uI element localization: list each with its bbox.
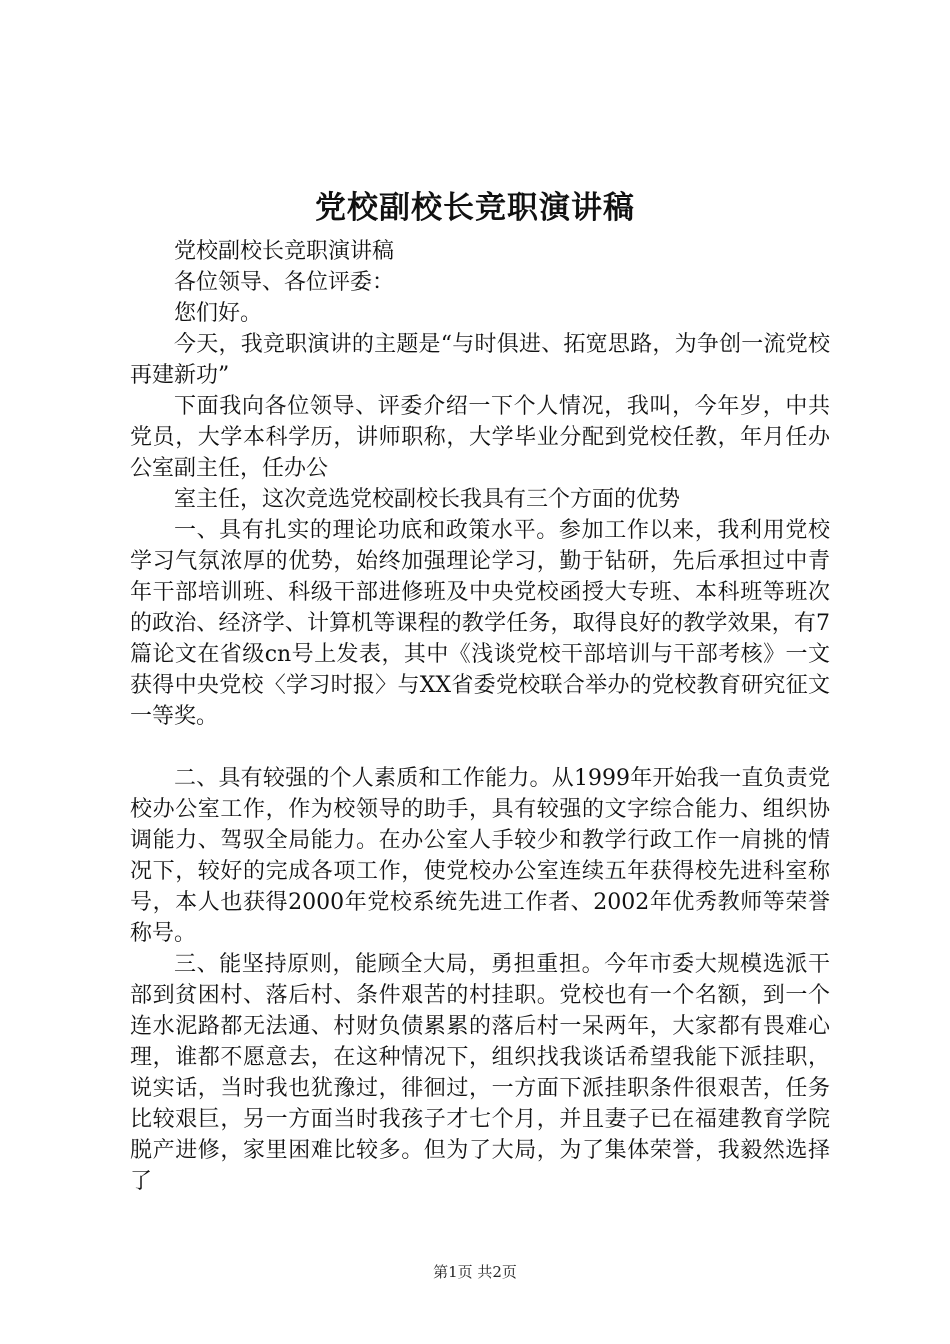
paragraph-theme: 今天，我竞职演讲的主题是“与时俱进、拓宽思路，为争创一流党校再建新功” [130,332,830,388]
paragraph-introduction: 下面我向各位领导、评委介绍一下个人情况，我叫，今年岁，中共党员，大学本科学历，讲师职称，大学毕业分配到党校任教，年月任办公室副主任，任办公 [130,394,830,481]
paragraph-advantage-one: 一、具有扎实的理论功底和政策水平。参加工作以来，我利用党校学习气氛浓厚的优势，始终加强理论学习，勤于钻研，先后承担过中青年干部培训班、科级干部进修班及中央党校函授大专班、本科班等班次的政治、经济学、计算机等课程的教学任务，取得良好的教学效果，有7篇论文在省级cn号上发表，其中《浅谈党校干部培训与干部考核》一文获得中央党校〈学习时报〉与XX省委党校联合举办的党校教育研究征文一等奖。 [130,518,830,729]
document-body [130,236,830,1197]
paragraph-advantage-three: 三、能坚持原则，能顾全大局，勇担重担。今年市委大规模选派干部到贫困村、落后村、条件艰苦的村挂职。党校也有一个名额，到一个连水泥路都无法通、村财负债累累的落后村一呆两年，大家都有畏难心理，谁都不愿意去，在这种情况下，组织找我谈话希望我能下派挂职，说实话，当时我也犹豫过，徘徊过，一方面下派挂职条件很艰苦，任务比较艰巨，另一方面当时我孩子才七个月，并且妻子已在福建教育学院脱产进修，家里困难比较多。但为了大局，为了集体荣誉，我毅然选择了 [130,952,830,1194]
document-title: 党校副校长竞职演讲稿 [315,190,635,226]
paragraph-greeting: 您们好。 [174,301,263,326]
paragraph-salutation: 各位领导、各位评委： [174,270,395,295]
paragraph-advantage-two: 二、具有较强的个人素质和工作能力。从1999年开始我一直负责党校办公室工作，作为校领导的助手，具有较强的文字综合能力、组织协调能力、驾驭全局能力。在办公室人手较少和教学行政工作一肩挑的情况下，较好的完成各项工作，使党校办公室连续五年获得校先进科室称号，本人也获得2000年党校系统先进工作者、2002年优秀教师等荣誉称号。 [130,766,830,946]
paragraph-introduction-continued: 室主任，这次竞选党校副校长我具有三个方面的优势 [174,487,681,512]
paragraph-subtitle: 党校副校长竞职演讲稿 [174,239,395,264]
page-footer: 第1页 共2页 [433,1263,517,1281]
